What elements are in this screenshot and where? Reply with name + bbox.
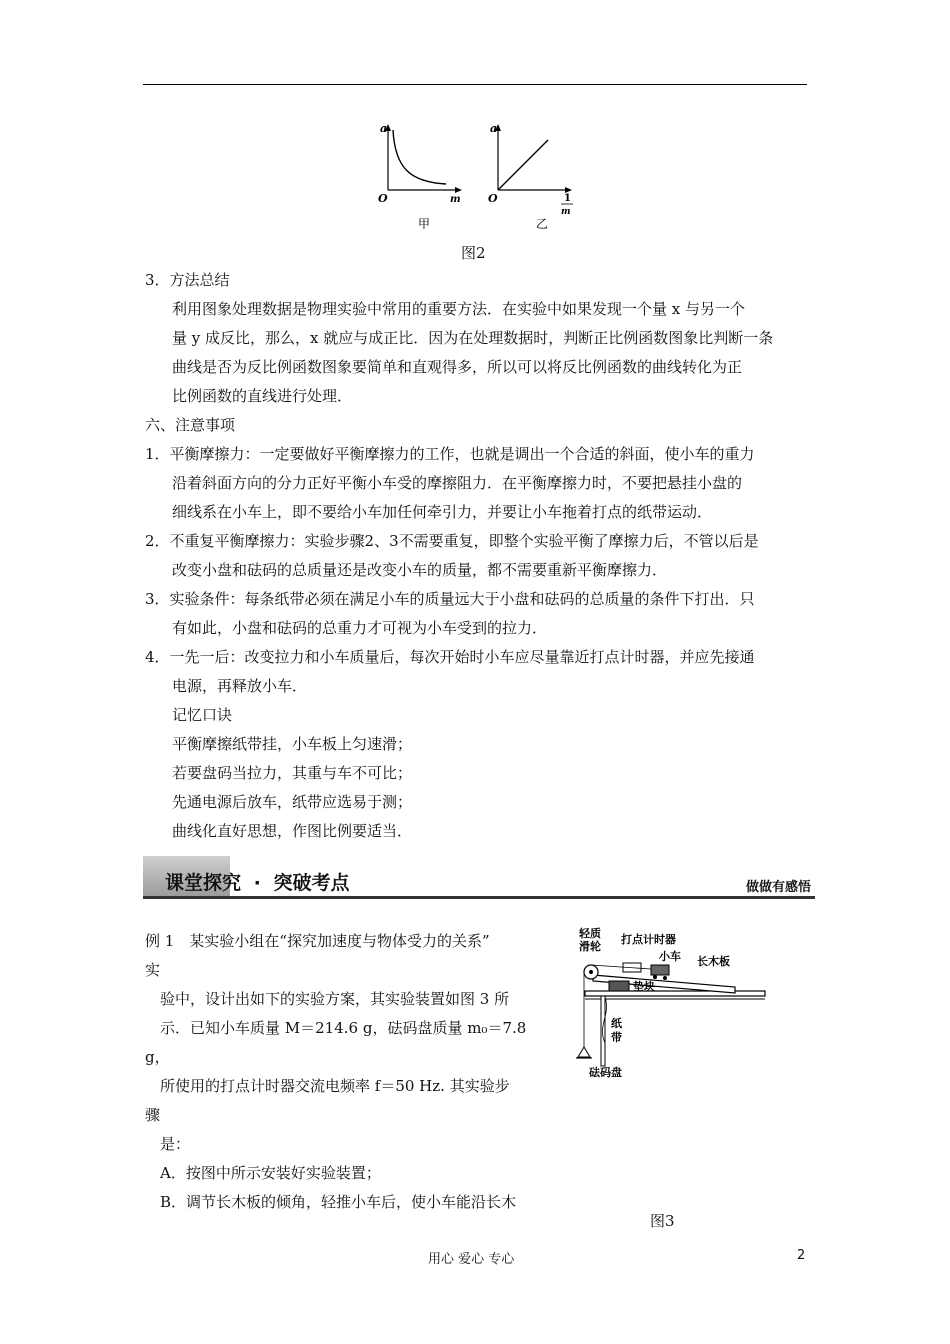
example-line: 是： — [160, 1135, 191, 1153]
string — [591, 965, 651, 969]
board-label: 长木板 — [697, 955, 730, 968]
example-line: 验中，设计出如下的实验方案，其实验装置如图 3 所 — [160, 990, 510, 1008]
mnemonic-line: 先通电源后放车，纸带应选易于测； — [172, 793, 413, 811]
mnemonic-line: 若要盘码当拉力，其重与车不可比； — [172, 764, 413, 782]
banner-right-text: 做做有感悟 — [745, 880, 811, 895]
table-leg — [601, 996, 605, 1066]
graph-a-origin: O — [378, 192, 388, 205]
graph-b-x-denominator: m — [561, 207, 571, 217]
figure-2-label: 图2 — [461, 244, 486, 262]
figure-3-apparatus — [575, 925, 770, 1090]
banner-title-main: 课堂探究 — [165, 872, 242, 894]
section-3-line: 曲线是否为反比例函数图象要简单和直观得多，所以可以将反比例函数的曲线转化为正 — [172, 358, 743, 376]
example-line: g， — [145, 1048, 170, 1066]
banner-title-sub: 突破考点 — [273, 872, 350, 894]
graph-b-y-label: a — [490, 122, 498, 135]
cart-label: 小车 — [659, 950, 681, 963]
banner-bar — [143, 896, 815, 899]
graph-a-caption: 甲 — [418, 217, 431, 231]
note-4-line: 电源，再释放小车． — [172, 677, 308, 695]
note-1-first-line: 1．平衡摩擦力：一定要做好平衡摩擦力的工作，也就是调出一个合适的斜面，使小车的重力 — [145, 445, 755, 463]
example-line: 所使用的打点计时器交流电频率 f＝50 Hz. 其实验步 — [160, 1077, 510, 1095]
mnemonic-line: 曲线化直好思想，作图比例要适当． — [172, 822, 413, 840]
banner-title-dot: · — [253, 872, 261, 894]
note-2-line: 改变小盘和砝码的总质量还是改变小车的质量，都不需要重新平衡摩擦力． — [172, 561, 668, 579]
mnemonic-line: 平衡摩擦纸带挂，小车板上匀速滑； — [172, 735, 413, 753]
section-3-heading: 3．方法总结 — [145, 271, 230, 289]
tape-label-2: 带 — [611, 1031, 622, 1044]
note-3-first-line: 3．实验条件：每条纸带必须在满足小车的质量远大于小盘和砝码的总质量的条件下打出．只 — [145, 590, 755, 608]
section-6-heading: 六、注意事项 — [145, 416, 236, 434]
mnemonic-title: 记忆口诀 — [172, 706, 233, 724]
weight-pan — [578, 1047, 590, 1057]
pulley-label-1: 轻质 — [579, 927, 601, 940]
example-line: B．调节长木板的倾角，轻推小车后，使小车能沿长木 — [160, 1193, 517, 1211]
note-1-line: 细线系在小车上，即不要给小车加任何牵引力，并要让小车拖着打点的纸带运动． — [172, 503, 713, 521]
timer-label: 打点计时器 — [621, 933, 676, 946]
pulley-label-2: 滑轮 — [579, 940, 601, 953]
note-3-line: 有如此，小盘和砝码的总重力才可视为小车受到的拉力． — [172, 619, 548, 637]
example-line: 例 1 某实验小组在“探究加速度与物体受力的关系” — [145, 932, 490, 950]
graph-a-y-label: a — [380, 122, 388, 135]
note-2-first-line: 2．不重复平衡摩擦力：实验步骤2、3不需要重复，即整个实验平衡了摩擦力后，不管以后是 — [145, 532, 759, 550]
graph-inverse — [378, 122, 462, 231]
example-line: 骤 — [145, 1106, 161, 1124]
page-number: 2 — [797, 1248, 806, 1263]
block-label: 垫块 — [633, 980, 655, 993]
graph-b-origin: O — [488, 192, 498, 205]
note-4-first-line: 4．一先一后：改变拉力和小车质量后，每次开始时小车应尽量靠近打点计时器，并应先接通 — [145, 648, 755, 666]
support-block — [609, 981, 629, 991]
section-3-line: 量 y 成反比，那么，x 就应与成正比．因为在处理数据时，判断正比例函数图象比判断一条 — [172, 329, 774, 347]
figure-3-label: 图3 — [650, 1212, 675, 1230]
graph-a-x-label: m — [450, 194, 461, 205]
cart — [651, 965, 669, 975]
section-3-line: 利用图象处理数据是物理实验中常用的重要方法．在实验中如果发现一个量 x 与另一个 — [172, 300, 745, 318]
figure-2-graphs — [370, 118, 590, 238]
banner-title — [165, 868, 350, 895]
footer-center: 用心 爱心 专心 — [428, 1252, 515, 1267]
section-banner — [143, 856, 815, 899]
example-line: 实 — [145, 961, 161, 979]
graph-b-caption: 乙 — [536, 217, 549, 231]
example-line: A．按图中所示安装好实验装置； — [160, 1164, 381, 1182]
table-top — [585, 991, 765, 996]
graph-b-x-numerator: 1 — [564, 193, 571, 204]
section-3-line: 比例函数的直线进行处理． — [172, 387, 353, 405]
note-1-line: 沿着斜面方向的分力正好平衡小车受的摩擦阻力．在平衡摩擦力时，不要把悬挂小盘的 — [172, 474, 743, 492]
pan-label: 砝码盘 — [589, 1066, 622, 1079]
header-rule — [143, 84, 807, 85]
example-line: 示．已知小车质量 M＝214.6 g，砝码盘质量 m₀＝7.8 — [160, 1019, 527, 1037]
tape-label-1: 纸 — [611, 1017, 622, 1030]
graph-linear — [488, 122, 573, 231]
